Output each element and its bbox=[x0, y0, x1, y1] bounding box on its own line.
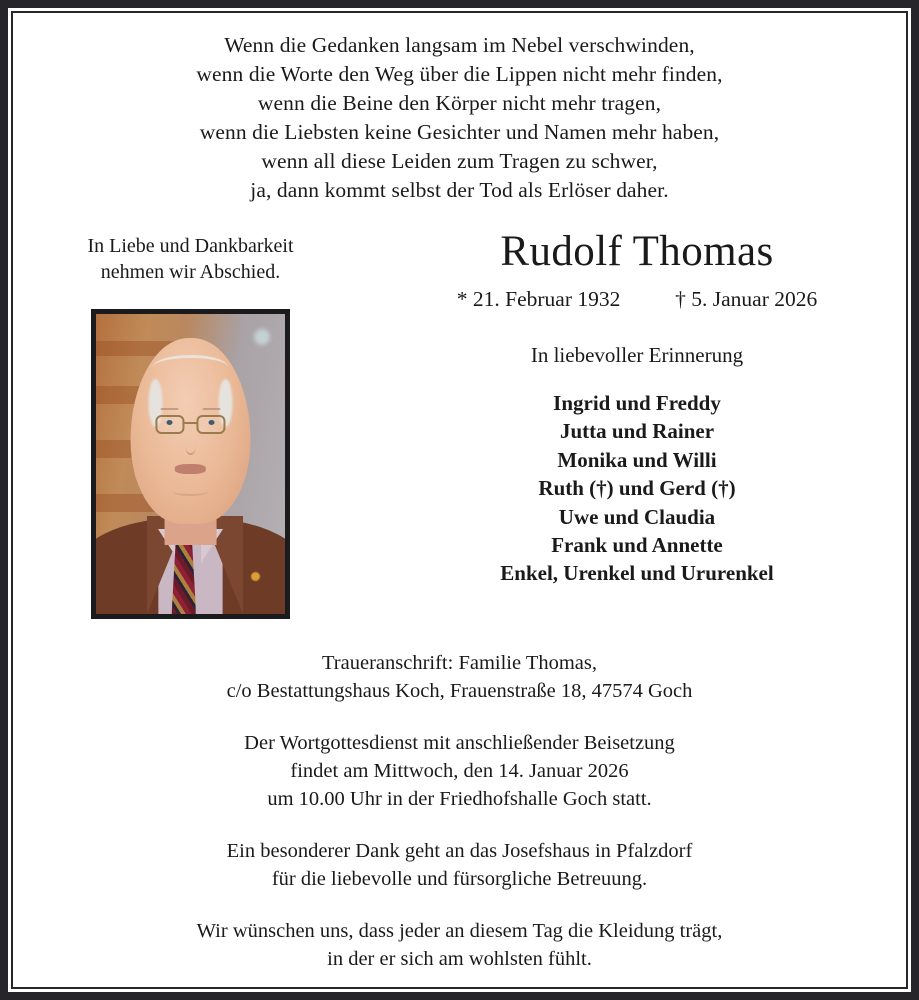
dress-wish-line: in der er sich am wohlsten fühlt. bbox=[327, 948, 592, 970]
poem-line: ja, dann kommt selbst der Tod als Erlöser daher. bbox=[250, 178, 669, 202]
thanks-line: Ein besonderer Dank geht an das Josefshaus in Pfalzdorf bbox=[226, 840, 693, 862]
survivor-line: Uwe und Claudia bbox=[558, 504, 716, 529]
portrait-column bbox=[13, 227, 368, 619]
farewell-text bbox=[13, 233, 368, 285]
poem-line: wenn die Beine den Körper nicht mehr tragen, bbox=[257, 91, 662, 115]
lower-section bbox=[13, 649, 906, 973]
farewell-line: In Liebe und Dankbarkeit bbox=[87, 235, 294, 257]
address-line: c/o Bestattungshaus Koch, Frauenstraße 18, 47574 Goch bbox=[226, 680, 693, 702]
death-symbol: † bbox=[675, 287, 686, 311]
border-inner-rule bbox=[11, 11, 908, 989]
poem-line: wenn die Liebsten keine Gesichter und Namen mehr haben, bbox=[199, 120, 720, 144]
poem-line: wenn die Worte den Weg über die Lippen nicht mehr finden, bbox=[196, 62, 723, 86]
portrait-brow-right bbox=[203, 408, 221, 410]
middle-section bbox=[13, 227, 906, 619]
memory-line: In liebevoller Erinnerung bbox=[530, 343, 744, 367]
survivor-line: Jutta und Rainer bbox=[559, 419, 715, 444]
service-line: um 10.00 Uhr in der Friedhofshalle Goch statt. bbox=[267, 788, 652, 810]
deceased-name: Rudolf Thomas bbox=[500, 228, 774, 275]
portrait-mouth bbox=[175, 464, 206, 473]
photo-background-light bbox=[254, 329, 270, 345]
poem-line: Wenn die Gedanken langsam im Nebel verschwinden, bbox=[224, 33, 695, 57]
border-white-gap bbox=[8, 8, 911, 992]
mourning-address bbox=[13, 649, 906, 705]
portrait-photo bbox=[96, 314, 285, 614]
portrait-brow-left bbox=[160, 408, 178, 410]
poem-line: wenn all diese Leiden zum Tragen zu schwer, bbox=[261, 149, 658, 173]
thanks-line: für die liebevolle und fürsorgliche Betreuung. bbox=[271, 868, 648, 890]
service-line: findet am Mittwoch, den 14. Januar 2026 bbox=[290, 760, 629, 782]
notice-sheet bbox=[13, 13, 906, 987]
dress-wish-note bbox=[13, 917, 906, 973]
dress-wish-line: Wir wünschen uns, dass jeder an diesem Tag die Kleidung trägt, bbox=[196, 920, 723, 942]
identity-column bbox=[368, 227, 906, 588]
farewell-line: nehmen wir Abschied. bbox=[100, 261, 281, 283]
portrait-nose bbox=[185, 431, 196, 455]
survivor-line: Monika und Willi bbox=[557, 447, 717, 472]
thanks-note bbox=[13, 837, 906, 893]
portrait-chin bbox=[172, 487, 208, 496]
portrait-eye-right bbox=[209, 420, 215, 425]
survivor-line: Ruth (†) und Gerd (†) bbox=[538, 476, 736, 501]
service-line: Der Wortgottesdienst mit anschließender Beisetzung bbox=[244, 732, 675, 754]
service-details bbox=[13, 729, 906, 813]
portrait-frame bbox=[91, 309, 290, 619]
portrait-hair-top bbox=[153, 355, 228, 379]
birth-symbol: * bbox=[456, 287, 468, 311]
birth-date: 21. Februar 1932 bbox=[472, 287, 621, 311]
portrait-head bbox=[130, 338, 251, 524]
survivor-line: Enkel, Urenkel und Ururenkel bbox=[500, 561, 774, 586]
address-line: Traueranschrift: Familie Thomas, bbox=[322, 652, 597, 674]
life-dates bbox=[368, 284, 906, 314]
survivor-line: Frank und Annette bbox=[551, 533, 723, 558]
death-date: 5. Januar 2026 bbox=[691, 287, 818, 311]
survivor-line: Ingrid und Freddy bbox=[553, 391, 721, 415]
glasses-bridge bbox=[185, 422, 196, 424]
memorial-poem bbox=[13, 13, 906, 205]
survivors-list bbox=[368, 389, 906, 588]
